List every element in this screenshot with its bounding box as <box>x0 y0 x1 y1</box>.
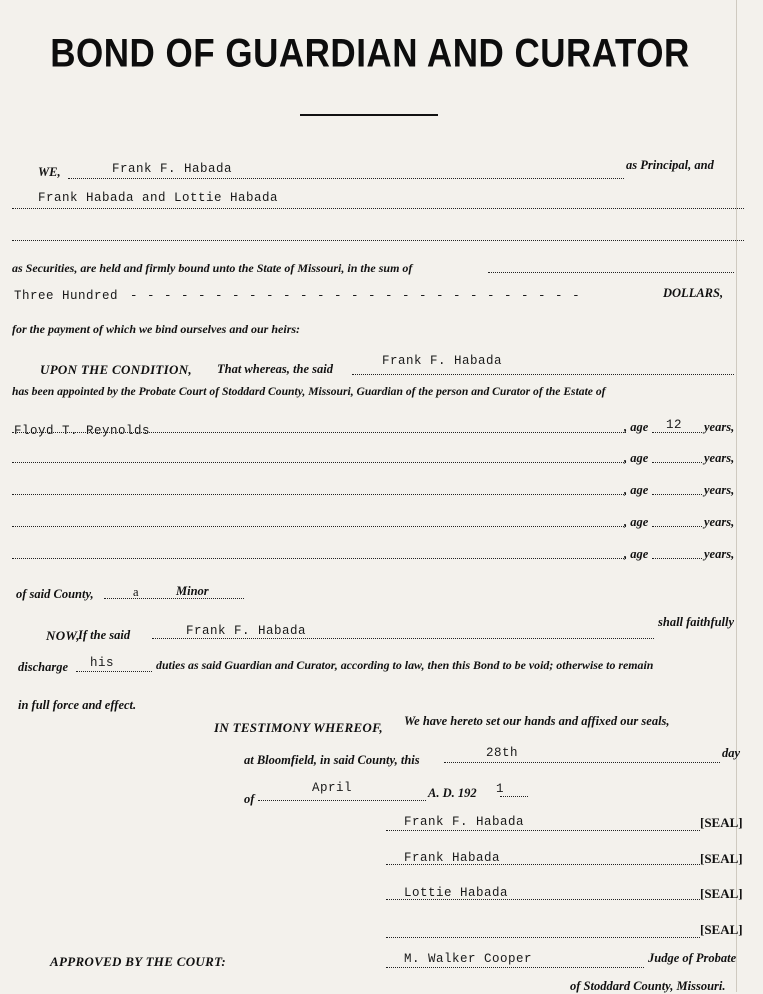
dollars-label: DOLLARS, <box>663 286 724 300</box>
bound-line <box>488 272 734 273</box>
sureties-names: Frank Habada and Lottie Habada <box>38 191 279 205</box>
signature-line <box>386 937 700 938</box>
seal-label: [SEAL] <box>700 815 743 830</box>
signature-name: Lottie Habada <box>404 886 509 900</box>
ward-age-label: , age <box>624 483 649 497</box>
ward-age: 12 <box>666 418 683 432</box>
now-line <box>152 638 654 639</box>
shall-faithfully-label: shall faithfully <box>658 615 735 629</box>
judge-county: of Stoddard County, Missouri. <box>570 979 726 993</box>
ward-age-line <box>652 462 702 463</box>
payment-text: for the payment of which we bind ourselves and our heirs: <box>12 322 301 336</box>
condition-lead: UPON THE CONDITION, <box>40 362 192 377</box>
seal-label: [SEAL] <box>700 851 743 866</box>
ward-years-label: years, <box>704 547 735 561</box>
day-value: 28th <box>486 746 519 760</box>
signature-line <box>386 830 700 831</box>
ward-line <box>12 494 626 495</box>
ward-age-line <box>652 526 702 527</box>
ward-age-label: , age <box>624 547 649 561</box>
seal-label: [SEAL] <box>700 922 743 937</box>
bound-text: as Securities, are held and firmly bound unto the State of Missouri, in the sum of <box>12 261 413 275</box>
condition-name: Frank F. Habada <box>382 354 503 368</box>
ward-years-label: years, <box>704 515 735 529</box>
judge-title: Judge of Probate <box>648 951 737 965</box>
day-label: day <box>722 746 741 760</box>
sureties-line-2 <box>12 240 744 241</box>
sureties-line-1 <box>12 208 744 209</box>
principal-name: Frank F. Habada <box>112 162 233 176</box>
month-line <box>258 800 426 801</box>
place-text: at Bloomfield, in said County, this <box>244 753 420 767</box>
minor-label: Minor <box>176 584 209 598</box>
ward-age-label: , age <box>624 515 649 529</box>
ward-years-label: years, <box>704 420 735 434</box>
now-name: Frank F. Habada <box>186 624 307 638</box>
title-underline <box>300 114 438 116</box>
year-line <box>500 796 528 797</box>
signature-name: Frank F. Habada <box>404 815 525 829</box>
year-digit: 1 <box>496 782 505 796</box>
ward-age-label: , age <box>624 420 649 434</box>
discharge-text: duties as said Guardian and Curator, according to law, then this Bond to be void; otherwise to remain <box>156 658 654 672</box>
approved-label: APPROVED BY THE COURT: <box>50 954 226 969</box>
now-text: If the said <box>78 628 131 642</box>
testimony-lead: IN TESTIMONY WHEREOF, <box>214 720 383 735</box>
sum-words: Three Hundred <box>14 289 119 303</box>
ward-line <box>12 462 626 463</box>
testimony-text: We have hereto set our hands and affixed our seals, <box>404 714 670 728</box>
document-title: BOND OF GUARDIAN AND CURATOR <box>50 31 690 76</box>
now-lead: NOW, <box>46 628 80 643</box>
county-line <box>104 598 244 599</box>
of-label: of <box>244 792 255 806</box>
appointed-text: has been appointed by the Probate Court of Stoddard County, Missouri, Guardian of the person and Curator of the Estate of <box>12 385 606 398</box>
ward-years-label: years, <box>704 483 735 497</box>
signature-name: Frank Habada <box>404 851 501 865</box>
page-edge-line <box>736 0 737 992</box>
judge-name: M. Walker Cooper <box>404 952 533 966</box>
full-force-text: in full force and effect. <box>18 698 137 712</box>
ward-age-line <box>652 432 702 433</box>
pronoun-line <box>76 671 152 672</box>
day-line <box>444 762 720 763</box>
principal-line <box>68 178 624 179</box>
as-principal-label: as Principal, and <box>626 158 714 172</box>
condition-text: That whereas, the said <box>217 362 333 376</box>
ward-years-label: years, <box>704 451 735 465</box>
we-label: WE, <box>38 165 61 179</box>
seal-label: [SEAL] <box>700 886 743 901</box>
discharge-label: discharge <box>18 660 68 674</box>
county-label: of said County, <box>16 587 94 601</box>
ward-age-line <box>652 494 702 495</box>
month-value: April <box>312 781 353 795</box>
ward-line <box>12 526 626 527</box>
ward-age-label: , age <box>624 451 649 465</box>
county-article: a <box>133 585 139 599</box>
condition-line <box>352 374 734 375</box>
sum-dashes: - - - - - - - - - - - - - - - - - - - - - - - - - - - <box>130 289 581 303</box>
pronoun-value: his <box>90 656 115 670</box>
ward-line <box>12 558 626 559</box>
ward-age-line <box>652 558 702 559</box>
ad-label: A. D. 192 <box>428 786 477 800</box>
judge-line <box>386 967 644 968</box>
ward-name: Floyd T. Reynolds <box>14 424 151 438</box>
